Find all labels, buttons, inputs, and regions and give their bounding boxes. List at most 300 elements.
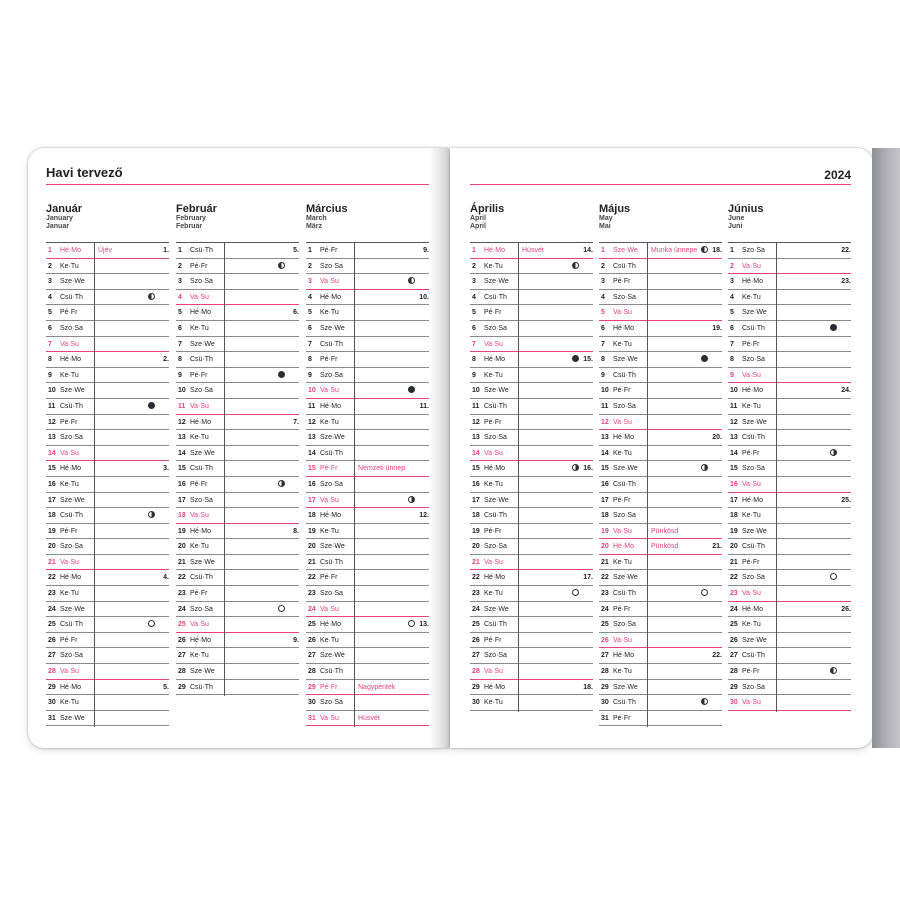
day-row[interactable] bbox=[599, 352, 722, 368]
day-number: 16 bbox=[48, 480, 56, 488]
title-rule-left bbox=[46, 184, 429, 185]
weekday-label: Hé·Mo bbox=[190, 527, 212, 535]
weekday-label: Szo·Sa bbox=[190, 278, 213, 286]
day-row[interactable] bbox=[599, 290, 722, 306]
weekday-label: Sze·We bbox=[742, 309, 767, 317]
day-row[interactable] bbox=[306, 352, 429, 368]
day-row[interactable] bbox=[599, 259, 722, 275]
column-divider bbox=[224, 243, 225, 696]
weekday-label: Ke·Tu bbox=[190, 543, 209, 551]
day-row[interactable] bbox=[470, 477, 593, 493]
day-row[interactable] bbox=[46, 399, 169, 415]
weekday-label: Pé·Fr bbox=[613, 387, 631, 395]
day-row[interactable] bbox=[599, 680, 722, 696]
month-name-de: Januar bbox=[46, 223, 69, 230]
weekday-label: Va·Su bbox=[320, 496, 339, 504]
weekday-label: Ke·Tu bbox=[60, 699, 79, 707]
weekday-label: Ke·Tu bbox=[742, 512, 761, 520]
month-name-en: March bbox=[306, 215, 327, 222]
day-row[interactable] bbox=[599, 399, 722, 415]
day-row[interactable] bbox=[176, 586, 299, 602]
day-row[interactable] bbox=[46, 305, 169, 321]
day-number: 5 bbox=[48, 309, 52, 317]
day-row[interactable] bbox=[176, 290, 299, 306]
day-row[interactable] bbox=[176, 368, 299, 384]
day-row[interactable] bbox=[599, 415, 722, 431]
day-number: 18 bbox=[601, 512, 609, 520]
day-row[interactable] bbox=[728, 337, 851, 353]
weekday-label: Ke·Tu bbox=[613, 340, 632, 348]
day-row[interactable] bbox=[599, 430, 722, 446]
day-row[interactable] bbox=[176, 477, 299, 493]
week-number: 3. bbox=[163, 465, 169, 473]
day-row[interactable] bbox=[728, 383, 851, 399]
weekday-label: Hé·Mo bbox=[742, 387, 764, 395]
day-row[interactable] bbox=[599, 383, 722, 399]
first-quarter-moon-icon bbox=[572, 464, 579, 471]
day-number: 20 bbox=[178, 543, 186, 551]
day-number: 29 bbox=[48, 683, 56, 691]
day-row[interactable] bbox=[728, 555, 851, 571]
day-row[interactable] bbox=[176, 493, 299, 509]
day-number: 21 bbox=[308, 558, 316, 566]
day-row[interactable] bbox=[176, 680, 299, 696]
weekday-label: Hé·Mo bbox=[320, 293, 342, 301]
day-number: 15 bbox=[48, 465, 56, 473]
day-row[interactable] bbox=[306, 290, 429, 306]
day-row[interactable] bbox=[176, 446, 299, 462]
day-row[interactable] bbox=[599, 648, 722, 664]
week-number: 2. bbox=[163, 356, 169, 364]
day-row[interactable] bbox=[728, 586, 851, 602]
day-row[interactable] bbox=[599, 461, 722, 477]
day-row[interactable] bbox=[46, 274, 169, 290]
weekday-label: Sze·We bbox=[484, 496, 509, 504]
day-row[interactable] bbox=[728, 617, 851, 633]
day-list bbox=[599, 242, 722, 726]
day-row[interactable] bbox=[176, 555, 299, 571]
day-number: 21 bbox=[601, 558, 609, 566]
day-row[interactable] bbox=[176, 524, 299, 540]
weekday-label: Hé·Mo bbox=[613, 434, 635, 442]
day-row[interactable] bbox=[470, 274, 593, 290]
weekday-label: Szo·Sa bbox=[742, 247, 765, 254]
day-row[interactable] bbox=[46, 695, 169, 711]
day-row[interactable] bbox=[306, 586, 429, 602]
day-row[interactable] bbox=[176, 648, 299, 664]
new-moon-icon bbox=[701, 355, 708, 362]
day-row[interactable] bbox=[470, 633, 593, 649]
weekday-label: Sze·We bbox=[742, 527, 767, 535]
day-row[interactable] bbox=[599, 711, 722, 727]
day-row[interactable] bbox=[470, 617, 593, 633]
day-row[interactable] bbox=[599, 664, 722, 680]
day-number: 2 bbox=[472, 262, 476, 270]
new-moon-icon bbox=[572, 355, 579, 362]
day-row[interactable] bbox=[46, 243, 169, 259]
day-row[interactable] bbox=[46, 430, 169, 446]
day-row[interactable] bbox=[46, 664, 169, 680]
day-row[interactable] bbox=[728, 305, 851, 321]
last-quarter-moon-icon bbox=[572, 262, 579, 269]
day-row[interactable] bbox=[470, 290, 593, 306]
day-row[interactable] bbox=[306, 383, 429, 399]
day-number: 25 bbox=[472, 621, 480, 629]
day-number: 29 bbox=[730, 683, 738, 691]
day-row[interactable] bbox=[599, 695, 722, 711]
day-number: 3 bbox=[730, 278, 734, 286]
day-row[interactable] bbox=[176, 259, 299, 275]
day-number: 2 bbox=[178, 262, 182, 270]
day-row[interactable] bbox=[46, 648, 169, 664]
day-number: 7 bbox=[178, 340, 182, 348]
day-row[interactable] bbox=[599, 274, 722, 290]
day-row[interactable] bbox=[46, 524, 169, 540]
day-row[interactable] bbox=[470, 664, 593, 680]
weekday-label: Pé·Fr bbox=[190, 262, 208, 270]
day-row[interactable] bbox=[728, 321, 851, 337]
day-row[interactable] bbox=[306, 368, 429, 384]
day-row[interactable] bbox=[470, 555, 593, 571]
weekday-label: Szo·Sa bbox=[190, 387, 213, 395]
day-row[interactable] bbox=[470, 383, 593, 399]
day-number: 13 bbox=[308, 434, 316, 442]
day-number: 15 bbox=[472, 465, 480, 473]
day-row[interactable] bbox=[176, 633, 299, 649]
day-row[interactable] bbox=[46, 477, 169, 493]
week-number: 24. bbox=[841, 387, 851, 395]
weekday-label: Csü·Th bbox=[60, 512, 83, 520]
day-row[interactable] bbox=[46, 259, 169, 275]
day-row[interactable] bbox=[728, 508, 851, 524]
day-row[interactable] bbox=[470, 430, 593, 446]
week-number: 7. bbox=[293, 418, 299, 426]
day-row[interactable] bbox=[176, 602, 299, 618]
day-number: 11 bbox=[178, 402, 186, 410]
day-row[interactable] bbox=[46, 446, 169, 462]
day-row[interactable] bbox=[46, 711, 169, 727]
day-number: 17 bbox=[48, 496, 56, 504]
day-number: 5 bbox=[178, 309, 182, 317]
weekday-label: Pé·Fr bbox=[742, 340, 760, 348]
day-row[interactable] bbox=[599, 337, 722, 353]
day-row[interactable] bbox=[306, 321, 429, 337]
day-row[interactable] bbox=[46, 508, 169, 524]
weekday-label: Sze·We bbox=[484, 605, 509, 613]
day-row[interactable] bbox=[470, 493, 593, 509]
day-row[interactable] bbox=[176, 539, 299, 555]
day-row[interactable] bbox=[306, 648, 429, 664]
weekday-label: Csü·Th bbox=[320, 668, 343, 676]
weekday-label: Csü·Th bbox=[320, 449, 343, 457]
day-row[interactable] bbox=[470, 602, 593, 618]
day-row[interactable] bbox=[306, 430, 429, 446]
day-row[interactable] bbox=[599, 477, 722, 493]
weekday-label: Hé·Mo bbox=[742, 605, 764, 613]
week-number: 22. bbox=[841, 247, 851, 254]
day-row[interactable] bbox=[46, 617, 169, 633]
day-row[interactable] bbox=[46, 570, 169, 586]
weekday-label: Hé·Mo bbox=[484, 683, 506, 691]
day-number: 12 bbox=[178, 418, 186, 426]
day-row[interactable] bbox=[176, 274, 299, 290]
day-row[interactable] bbox=[728, 539, 851, 555]
day-number: 6 bbox=[178, 324, 182, 332]
weekday-label: Csü·Th bbox=[320, 340, 343, 348]
day-row[interactable] bbox=[306, 680, 429, 696]
day-row[interactable] bbox=[599, 446, 722, 462]
day-row[interactable] bbox=[599, 617, 722, 633]
day-row[interactable] bbox=[46, 680, 169, 696]
day-row[interactable] bbox=[470, 305, 593, 321]
week-number: 21. bbox=[712, 543, 722, 551]
day-row[interactable] bbox=[728, 415, 851, 431]
day-row[interactable] bbox=[176, 461, 299, 477]
day-row[interactable] bbox=[306, 337, 429, 353]
day-number: 24 bbox=[472, 605, 480, 613]
day-number: 26 bbox=[472, 636, 480, 644]
new-moon-icon bbox=[278, 371, 285, 378]
day-row[interactable] bbox=[306, 695, 429, 711]
day-row[interactable] bbox=[728, 570, 851, 586]
day-row[interactable] bbox=[306, 508, 429, 524]
day-row[interactable] bbox=[306, 446, 429, 462]
day-number: 28 bbox=[730, 668, 738, 676]
day-row[interactable] bbox=[306, 461, 429, 477]
week-number: 1. bbox=[163, 247, 169, 254]
day-row[interactable] bbox=[470, 648, 593, 664]
month-name: Június bbox=[728, 203, 764, 215]
weekday-label: Csü·Th bbox=[613, 699, 636, 707]
day-row[interactable] bbox=[46, 415, 169, 431]
day-row[interactable] bbox=[176, 508, 299, 524]
day-row[interactable] bbox=[306, 274, 429, 290]
day-row[interactable] bbox=[599, 633, 722, 649]
day-row[interactable] bbox=[728, 446, 851, 462]
day-row[interactable] bbox=[470, 337, 593, 353]
weekday-label: Ke·Tu bbox=[60, 590, 79, 598]
weekday-label: Szo·Sa bbox=[742, 574, 765, 582]
day-row[interactable] bbox=[176, 570, 299, 586]
day-row[interactable] bbox=[470, 570, 593, 586]
weekday-label: Hé·Mo bbox=[190, 636, 212, 644]
day-number: 5 bbox=[601, 309, 605, 317]
day-row[interactable] bbox=[728, 477, 851, 493]
day-number: 14 bbox=[601, 449, 609, 457]
day-number: 14 bbox=[308, 449, 316, 457]
day-row[interactable] bbox=[46, 383, 169, 399]
weekday-label: Szo·Sa bbox=[190, 496, 213, 504]
day-row[interactable] bbox=[599, 321, 722, 337]
day-row[interactable] bbox=[728, 493, 851, 509]
day-row[interactable] bbox=[306, 539, 429, 555]
day-row[interactable] bbox=[728, 664, 851, 680]
weekday-label: Szo·Sa bbox=[60, 652, 83, 660]
day-row[interactable] bbox=[728, 648, 851, 664]
day-row[interactable] bbox=[599, 555, 722, 571]
day-row[interactable] bbox=[46, 555, 169, 571]
day-row[interactable] bbox=[599, 570, 722, 586]
day-row[interactable] bbox=[470, 695, 593, 711]
day-row[interactable] bbox=[728, 259, 851, 275]
day-row[interactable] bbox=[470, 259, 593, 275]
weekday-label: Va·Su bbox=[742, 371, 761, 379]
day-row[interactable] bbox=[306, 477, 429, 493]
weekday-label: Szo·Sa bbox=[320, 262, 343, 270]
day-number: 6 bbox=[308, 324, 312, 332]
day-number: 21 bbox=[178, 558, 186, 566]
day-row[interactable] bbox=[306, 493, 429, 509]
day-number: 8 bbox=[601, 356, 605, 364]
day-row[interactable] bbox=[728, 695, 851, 711]
day-row[interactable] bbox=[46, 602, 169, 618]
day-row[interactable] bbox=[599, 368, 722, 384]
day-number: 8 bbox=[472, 356, 476, 364]
day-row[interactable] bbox=[728, 461, 851, 477]
day-row[interactable] bbox=[728, 602, 851, 618]
day-number: 4 bbox=[730, 293, 734, 301]
day-row[interactable] bbox=[46, 633, 169, 649]
weekday-label: Ke·Tu bbox=[60, 262, 79, 270]
weekday-label: Va·Su bbox=[484, 340, 503, 348]
weekday-label: Sze·We bbox=[190, 558, 215, 566]
day-row[interactable] bbox=[306, 259, 429, 275]
new-moon-icon bbox=[408, 386, 415, 393]
day-row[interactable] bbox=[728, 243, 851, 259]
day-row[interactable] bbox=[470, 461, 593, 477]
day-row[interactable] bbox=[176, 383, 299, 399]
day-row[interactable] bbox=[46, 461, 169, 477]
weekday-label: Ke·Tu bbox=[742, 621, 761, 629]
weekday-label: Hé·Mo bbox=[60, 356, 82, 364]
day-number: 13 bbox=[178, 434, 186, 442]
day-row[interactable] bbox=[599, 524, 722, 540]
day-row[interactable] bbox=[46, 539, 169, 555]
day-row[interactable] bbox=[599, 243, 722, 259]
day-row[interactable] bbox=[470, 508, 593, 524]
weekday-label: Ke·Tu bbox=[190, 434, 209, 442]
day-row[interactable] bbox=[46, 321, 169, 337]
day-row[interactable] bbox=[470, 586, 593, 602]
day-row[interactable] bbox=[599, 586, 722, 602]
day-row[interactable] bbox=[728, 274, 851, 290]
day-row[interactable] bbox=[176, 430, 299, 446]
day-row[interactable] bbox=[470, 524, 593, 540]
right-page bbox=[450, 148, 873, 748]
weekday-label: Pé·Fr bbox=[484, 527, 502, 535]
day-row[interactable] bbox=[728, 680, 851, 696]
day-row[interactable] bbox=[470, 321, 593, 337]
day-row[interactable] bbox=[306, 633, 429, 649]
day-row[interactable] bbox=[470, 352, 593, 368]
day-row[interactable] bbox=[306, 415, 429, 431]
day-row[interactable] bbox=[470, 680, 593, 696]
last-quarter-moon-icon bbox=[830, 667, 837, 674]
day-row[interactable] bbox=[728, 633, 851, 649]
weekday-label: Ke·Tu bbox=[484, 262, 503, 270]
day-row[interactable] bbox=[46, 352, 169, 368]
day-row[interactable] bbox=[306, 711, 429, 727]
day-number: 26 bbox=[730, 636, 738, 644]
day-row[interactable] bbox=[599, 602, 722, 618]
week-number: 10. bbox=[419, 293, 429, 301]
day-row[interactable] bbox=[306, 664, 429, 680]
day-row[interactable] bbox=[306, 602, 429, 618]
day-row[interactable] bbox=[176, 415, 299, 431]
day-row[interactable] bbox=[306, 305, 429, 321]
day-row[interactable] bbox=[470, 539, 593, 555]
day-number: 28 bbox=[48, 668, 56, 676]
day-number: 25 bbox=[178, 621, 186, 629]
day-row[interactable] bbox=[176, 305, 299, 321]
day-row[interactable] bbox=[728, 430, 851, 446]
day-row[interactable] bbox=[470, 399, 593, 415]
day-row[interactable] bbox=[176, 617, 299, 633]
day-row[interactable] bbox=[599, 508, 722, 524]
day-row[interactable] bbox=[176, 664, 299, 680]
day-row[interactable] bbox=[728, 290, 851, 306]
day-row[interactable] bbox=[599, 305, 722, 321]
week-number: 18. bbox=[583, 683, 593, 691]
day-row[interactable] bbox=[306, 555, 429, 571]
day-row[interactable] bbox=[176, 399, 299, 415]
day-number: 21 bbox=[472, 558, 480, 566]
day-number: 18 bbox=[308, 512, 316, 520]
day-row[interactable] bbox=[46, 337, 169, 353]
day-row[interactable] bbox=[470, 243, 593, 259]
day-row[interactable] bbox=[176, 321, 299, 337]
day-row[interactable] bbox=[599, 539, 722, 555]
day-row[interactable] bbox=[728, 368, 851, 384]
day-row[interactable] bbox=[176, 352, 299, 368]
day-row[interactable] bbox=[470, 368, 593, 384]
holiday-note: Pünkösd bbox=[651, 543, 679, 551]
full-moon-icon bbox=[830, 573, 837, 580]
day-row[interactable] bbox=[46, 290, 169, 306]
day-row[interactable] bbox=[728, 524, 851, 540]
day-list bbox=[176, 242, 299, 695]
day-number: 12 bbox=[48, 418, 56, 426]
day-row[interactable] bbox=[46, 368, 169, 384]
day-row[interactable] bbox=[470, 415, 593, 431]
weekday-label: Szo·Sa bbox=[484, 434, 507, 442]
day-row[interactable] bbox=[470, 446, 593, 462]
day-row[interactable] bbox=[46, 586, 169, 602]
month-name-en: February bbox=[176, 215, 206, 222]
day-row[interactable] bbox=[306, 524, 429, 540]
day-row[interactable] bbox=[599, 493, 722, 509]
day-row[interactable] bbox=[306, 399, 429, 415]
day-row[interactable] bbox=[306, 570, 429, 586]
day-number: 7 bbox=[308, 340, 312, 348]
day-row[interactable] bbox=[176, 337, 299, 353]
day-row[interactable] bbox=[46, 493, 169, 509]
day-row[interactable] bbox=[306, 617, 429, 633]
day-row[interactable] bbox=[176, 243, 299, 259]
day-number: 19 bbox=[308, 527, 316, 535]
day-row[interactable] bbox=[728, 399, 851, 415]
day-row[interactable] bbox=[306, 243, 429, 259]
day-row[interactable] bbox=[728, 352, 851, 368]
day-number: 9 bbox=[730, 371, 734, 379]
month-june bbox=[728, 203, 851, 707]
weekday-label: Ke·Tu bbox=[484, 699, 503, 707]
day-number: 27 bbox=[730, 652, 738, 660]
weekday-label: Szo·Sa bbox=[60, 543, 83, 551]
weekday-label: Csü·Th bbox=[742, 434, 765, 442]
day-number: 25 bbox=[308, 621, 316, 629]
weekday-label: Pé·Fr bbox=[320, 247, 338, 254]
